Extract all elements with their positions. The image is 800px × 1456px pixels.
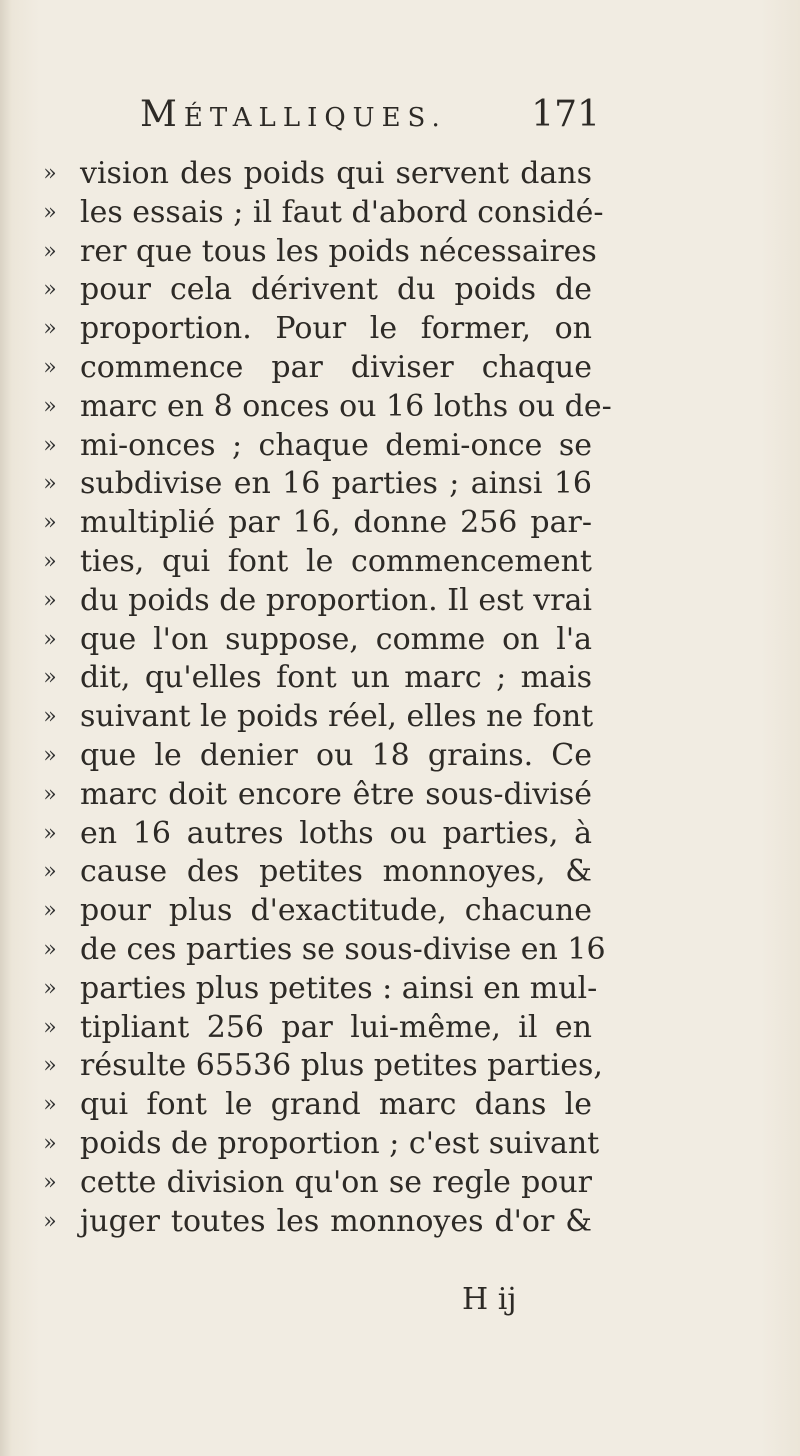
quote-mark: »	[43, 238, 57, 264]
text-line: multiplié par 16, donne 256 par-	[80, 505, 592, 541]
text-line: marc doit encore être sous-divisé	[80, 776, 592, 812]
text-line: cette division qu'on se regle pour	[80, 1164, 592, 1200]
text-line: pour plus d'exactitude, chacune	[80, 893, 592, 929]
running-title-rest: ÉTALLIQUES.	[183, 103, 447, 133]
text-line: ties, qui font le commencement	[80, 543, 592, 579]
running-header	[140, 94, 600, 142]
text-line: rer que tous les poids nécessaires	[80, 233, 597, 269]
quotation-margin	[30, 155, 70, 1241]
text-line: mi-onces ; chaque demi-once se	[80, 427, 592, 463]
quote-mark: »	[43, 316, 57, 342]
text-line: les essais ; il faut d'abord considé-	[80, 194, 604, 230]
text-line: pour cela dérivent du poids de	[80, 272, 592, 308]
text-line: dit, qu'elles font un marc ; mais	[80, 660, 592, 696]
text-line: subdivise en 16 parties ; ainsi 16	[80, 466, 592, 502]
quote-mark: »	[43, 1014, 57, 1040]
quote-mark: »	[43, 859, 57, 885]
quote-mark: »	[43, 393, 57, 419]
quote-mark: »	[43, 432, 57, 458]
text-line: juger toutes les monnoyes d'or &	[80, 1203, 592, 1239]
quote-mark: »	[43, 277, 57, 303]
running-title-initial: M	[140, 94, 184, 135]
text-line: cause des petites monnoyes, &	[80, 854, 592, 890]
quote-mark: »	[43, 161, 57, 186]
page-number: 171	[531, 94, 600, 135]
quote-mark: »	[43, 626, 57, 652]
text-line: parties plus petites : ainsi en mul-	[80, 970, 598, 1006]
quote-mark: »	[43, 820, 57, 846]
quote-mark: »	[43, 936, 57, 962]
signature-mark: H ij	[462, 1282, 517, 1317]
text-line: marc en 8 onces ou 16 loths ou de-	[80, 388, 612, 424]
quote-mark: »	[43, 1130, 57, 1156]
quote-mark: »	[43, 898, 57, 924]
text-line: vision des poids qui servent dans	[80, 156, 592, 191]
text-line: du poids de proportion. Il est vrai	[80, 582, 592, 618]
quote-mark: »	[43, 1092, 57, 1118]
quote-mark: »	[43, 510, 57, 536]
text-line: que le denier ou 18 grains. Ce	[80, 737, 592, 773]
quote-mark: »	[43, 975, 57, 1001]
quote-mark: »	[43, 704, 57, 730]
quote-mark: »	[43, 742, 57, 768]
quote-mark: »	[43, 665, 57, 691]
quote-mark: »	[43, 1208, 57, 1234]
text-line: tipliant 256 par lui-même, il en	[80, 1009, 592, 1045]
text-line: qui font le grand marc dans le	[80, 1087, 592, 1123]
quote-mark: »	[43, 781, 57, 807]
text-line: que l'on suppose, comme on l'a	[80, 621, 592, 657]
text-line: poids de proportion ; c'est suivant	[80, 1125, 600, 1161]
quote-mark: »	[43, 354, 57, 380]
quote-mark: »	[43, 587, 57, 613]
text-line: résulte 65536 plus petites parties,	[80, 1048, 603, 1084]
quote-mark: »	[43, 1169, 57, 1195]
running-title	[140, 94, 447, 135]
text-line: commence par diviser chaque	[80, 349, 592, 385]
text-line: proportion. Pour le former, on	[80, 311, 592, 347]
quote-mark: »	[43, 548, 57, 574]
text-line: en 16 autres loths ou parties, à	[80, 815, 592, 851]
quote-mark: »	[43, 1053, 57, 1079]
text-line: suivant le poids réel, elles ne font	[80, 699, 594, 735]
quote-mark: »	[43, 199, 57, 225]
quote-mark: »	[43, 471, 57, 497]
body-text	[80, 155, 612, 1241]
text-line: de ces parties se sous-divise en 16	[80, 931, 606, 967]
